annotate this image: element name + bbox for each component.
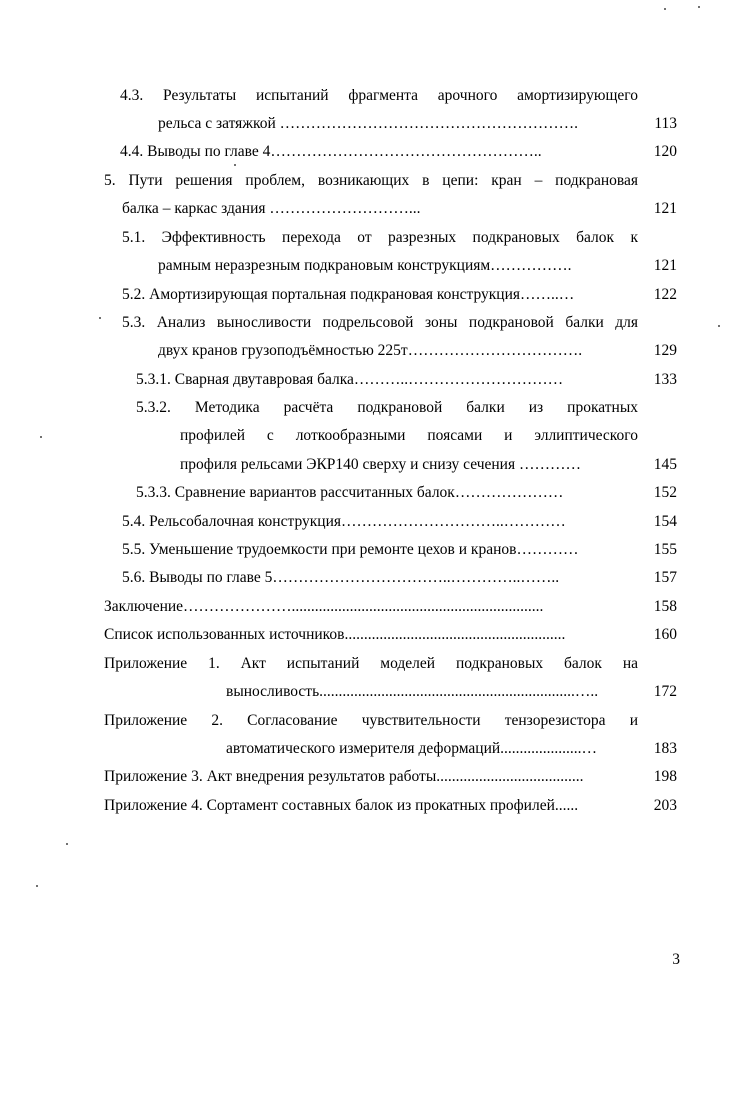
toc-entry-sources: Список использованных источников......................................................... — [104, 626, 566, 643]
toc-entry-5-3-page: 129 — [653, 342, 677, 359]
toc-entry-5-5: 5.5. Уменьшение трудоемкости при ремонте цехов и кранов………… — [122, 541, 579, 558]
toc-entry-5-5-page: 155 — [653, 541, 677, 558]
toc-entry-5-3-3: 5.3.3. Сравнение вариантов рассчитанных балок………………… — [136, 484, 564, 501]
toc-entry-appendix-2-line2: автоматического измерителя деформаций.....................… — [226, 740, 598, 757]
scan-speck — [664, 8, 666, 10]
scan-speck — [698, 6, 700, 8]
scan-speck — [36, 885, 38, 887]
toc-entry-5-line1: 5. Пути решения проблем, возникающих в цепи: кран – подкрановая — [104, 172, 638, 189]
toc-entry-appendix-4: Приложение 4. Сортамент составных балок из прокатных профилей...... — [104, 797, 579, 814]
scan-speck — [234, 164, 236, 166]
toc-entry-conclusion: Заключение…………………................................................................. — [104, 598, 544, 615]
toc-entry-5-3-2-line3: профиля рельсами ЭКР140 сверху и снизу сечения ………… — [180, 456, 581, 473]
toc-entry-5-1-line1: 5.1. Эффективность перехода от разрезных подкрановых балок к — [122, 229, 638, 246]
toc-entry-appendix-4-page: 203 — [653, 797, 677, 814]
scan-speck — [40, 436, 42, 438]
toc-entry-5-3-2-line2: профилей с лоткообразными поясами и эллиптического — [180, 427, 638, 444]
toc-entry-appendix-3: Приложение 3. Акт внедрения результатов работы...................................... — [104, 768, 584, 785]
toc-entry-5-4: 5.4. Рельсобалочная конструкция…………………………..………… — [122, 513, 566, 530]
toc-entry-4-3-line2: рельса с затяжкой …………………………………………………. — [158, 115, 579, 132]
toc-entry-sources-page: 160 — [653, 626, 677, 643]
toc-entry-appendix-2-line1: Приложение 2. Согласование чувствительности тензорезистора и — [104, 712, 638, 729]
scan-speck — [718, 325, 720, 327]
toc-entry-4-4: 4.4. Выводы по главе 4…………………………………………….. — [120, 143, 542, 160]
toc-entry-conclusion-page: 158 — [653, 598, 677, 615]
toc-entry-appendix-1-line2: выносливость..................................................................….. — [226, 683, 599, 700]
toc-entry-5-3-2-page: 145 — [653, 456, 677, 473]
toc-entry-5-line2: балка – каркас здания ………………………... — [122, 200, 421, 217]
scan-speck — [66, 843, 68, 845]
scan-speck — [99, 317, 101, 319]
toc-entry-appendix-1-page: 172 — [653, 683, 677, 700]
toc-entry-appendix-1-line1: Приложение 1. Акт испытаний моделей подкрановых балок на — [104, 655, 638, 672]
toc-entry-5-3-line2: двух кранов грузоподъёмностью 225т……………………………. — [158, 342, 583, 359]
toc-entry-5-3-3-page: 152 — [653, 484, 677, 501]
toc-entry-5-2-page: 122 — [653, 286, 677, 303]
toc-entry-5-6: 5.6. Выводы по главе 5……………………………..…………..…….. — [122, 569, 560, 586]
toc-entry-5-3-1: 5.3.1. Сварная двутавровая балка………..………………………… — [136, 371, 564, 388]
toc-entry-4-3-line1: 4.3. Результаты испытаний фрагмента арочного амортизирующего — [120, 87, 638, 104]
toc-entry-5-3-1-page: 133 — [653, 371, 677, 388]
page-number: 3 — [672, 951, 680, 968]
toc-entry-4-4-page: 120 — [653, 143, 677, 160]
toc-entry-5-1-line2: рамным неразрезным подкрановым конструкциям……………. — [158, 257, 572, 274]
toc-entry-5-page: 121 — [653, 200, 677, 217]
toc-entry-appendix-2-page: 183 — [653, 740, 677, 757]
toc-entry-5-2: 5.2. Амортизирующая портальная подкрановая конструкция……..… — [122, 286, 575, 303]
toc-entry-4-3-page: 113 — [654, 115, 677, 132]
toc-entry-5-4-page: 154 — [653, 513, 677, 530]
toc-entry-appendix-3-page: 198 — [653, 768, 677, 785]
toc-entry-5-3-line1: 5.3. Анализ выносливости подрельсовой зоны подкрановой балки для — [122, 314, 638, 331]
toc-entry-5-1-page: 121 — [653, 257, 677, 274]
toc-entry-5-6-page: 157 — [653, 569, 677, 586]
toc-entry-5-3-2-line1: 5.3.2. Методика расчёта подкрановой балки из прокатных — [136, 399, 638, 416]
